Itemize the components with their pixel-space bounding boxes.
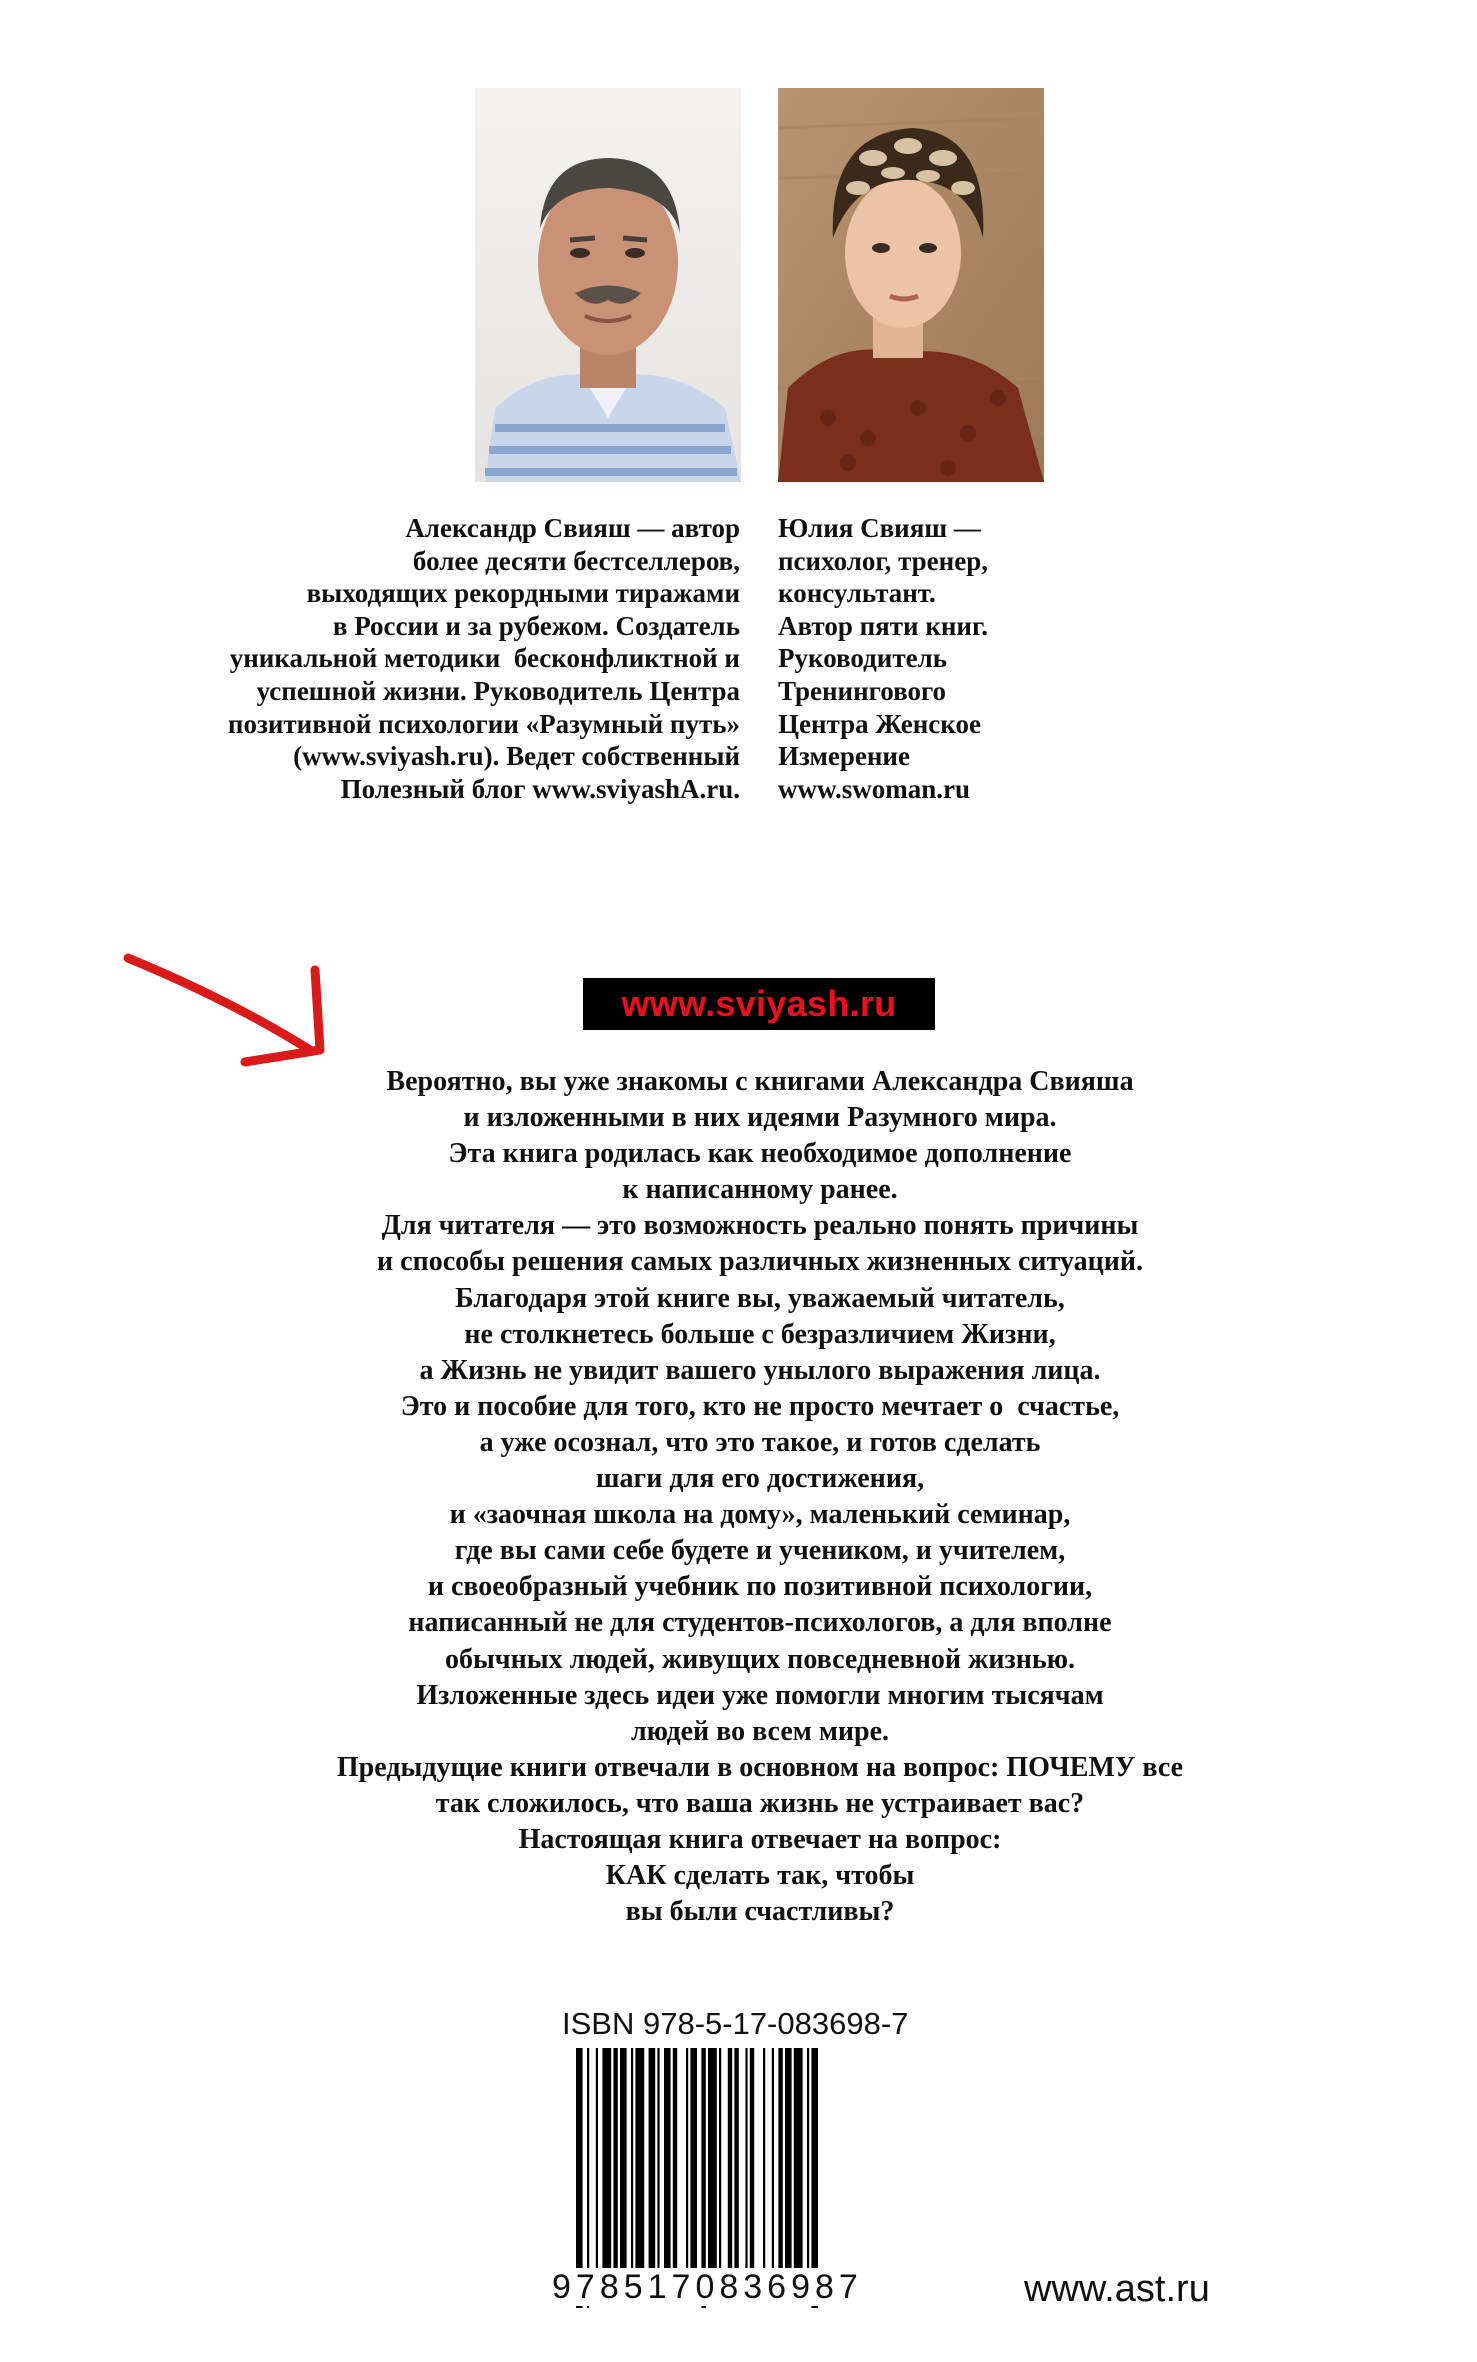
blurb-line: написанный не для студентов-психологов, а для вполне bbox=[408, 1607, 1112, 1639]
website-badge: www.sviyash.ru bbox=[583, 978, 935, 1030]
blurb-line: Настоящая книга отвечает на вопрос: bbox=[518, 1823, 1002, 1855]
bio-line: Тренингового bbox=[778, 675, 947, 706]
bio-line: Полезный блог www.sviyashA.ru. bbox=[340, 773, 740, 804]
barcode-digits bbox=[550, 2268, 950, 2307]
bio-line: Руководитель bbox=[778, 643, 948, 674]
blurb-line: Это и пособие для того, кто не просто мечтает о счастье, bbox=[400, 1390, 1120, 1422]
blurb-line: так сложилось, что ваша жизнь не устраивает вас? bbox=[435, 1787, 1085, 1819]
blurb-line: Эта книга родилась как необходимое дополнение bbox=[448, 1138, 1072, 1170]
blurb-line: Изложенные здесь идеи уже помогли многим тысячам bbox=[416, 1679, 1104, 1711]
isbn-label: ISBN 978-5-17-083698-7 bbox=[562, 2006, 909, 2041]
red-arrow-icon bbox=[120, 950, 340, 1080]
blurb-line: Предыдущие книги отвечали в основном на вопрос: ПОЧЕМУ все bbox=[336, 1751, 1184, 1783]
bio-line: более десяти бестселлеров, bbox=[412, 545, 740, 576]
blurb-line: к написанному ранее. bbox=[622, 1174, 898, 1206]
bio-line: Александр Свияш — автор bbox=[405, 513, 740, 543]
blurb-line: а уже осознал, что это такое, и готов сделать bbox=[479, 1426, 1041, 1458]
blurb-line: а Жизнь не увидит вашего унылого выражения лица. bbox=[419, 1354, 1101, 1386]
blurb-line: Для читателя — это возможность реально понять причины bbox=[381, 1210, 1139, 1242]
blurb-line: КАК сделать так, чтобы bbox=[605, 1860, 915, 1892]
blurb-line: и изложенными в них идеями Разумного мира. bbox=[463, 1102, 1057, 1134]
blurb-line: обычных людей, живущих повседневной жизнью. bbox=[444, 1643, 1076, 1675]
blurb-line: и своеобразный учебник по позитивной психологии, bbox=[427, 1571, 1093, 1603]
blurb-line: где вы сами себе будете и учеником, и учителем, bbox=[454, 1535, 1066, 1567]
bio-line: Центра Женское bbox=[778, 708, 981, 739]
portrait-woman-image bbox=[778, 88, 1044, 482]
bio-line: (www.sviyash.ru). Ведет собственный bbox=[293, 741, 740, 772]
blurb-line: вы были счастливы? bbox=[625, 1896, 895, 1928]
author-photo-yulia bbox=[778, 88, 1044, 482]
bio-alexander bbox=[228, 512, 740, 805]
blurb-line: Вероятно, вы уже знакомы с книгами Александра Свияша bbox=[386, 1066, 1134, 1097]
bio-line: консультант. bbox=[778, 578, 936, 609]
blurb-line: Благодаря этой книге вы, уважаемый читатель, bbox=[455, 1282, 1065, 1314]
bio-line: позитивной психологии «Разумный путь» bbox=[227, 708, 740, 739]
bio-yulia bbox=[778, 512, 988, 805]
blurb-line: людей во всем мире. bbox=[630, 1715, 890, 1747]
book-description bbox=[300, 1064, 1220, 1930]
bio-line: уникальной методики бесконфликтной и bbox=[229, 643, 740, 674]
bio-line: Юлия Свияш — bbox=[778, 513, 981, 543]
blurb-line: шаги для его достижения, bbox=[595, 1463, 925, 1495]
bio-line: в России и за рубежом. Создатель bbox=[332, 610, 740, 641]
blurb-line: и способы решения самых различных жизненных ситуаций. bbox=[377, 1246, 1143, 1278]
bio-line: успешной жизни. Руководитель Центра bbox=[256, 675, 740, 706]
bio-line: Измерение bbox=[778, 741, 910, 772]
bio-line: www.swoman.ru bbox=[778, 773, 971, 804]
bio-line: Автор пяти книг. bbox=[778, 610, 988, 641]
bio-line: психолог, тренер, bbox=[778, 545, 988, 576]
bio-line: выходящих рекордными тиражами bbox=[306, 578, 740, 609]
barcode-number: 9785170836987 bbox=[552, 2268, 863, 2306]
portrait-man-image bbox=[475, 88, 741, 482]
publisher-website: www.ast.ru bbox=[1024, 2268, 1210, 2310]
blurb-line: и «заочная школа на дому», маленький семинар, bbox=[449, 1499, 1071, 1531]
blurb-line: не столкнетесь больше с безразличием Жизни, bbox=[464, 1318, 1056, 1350]
author-photo-alexander bbox=[475, 88, 741, 482]
